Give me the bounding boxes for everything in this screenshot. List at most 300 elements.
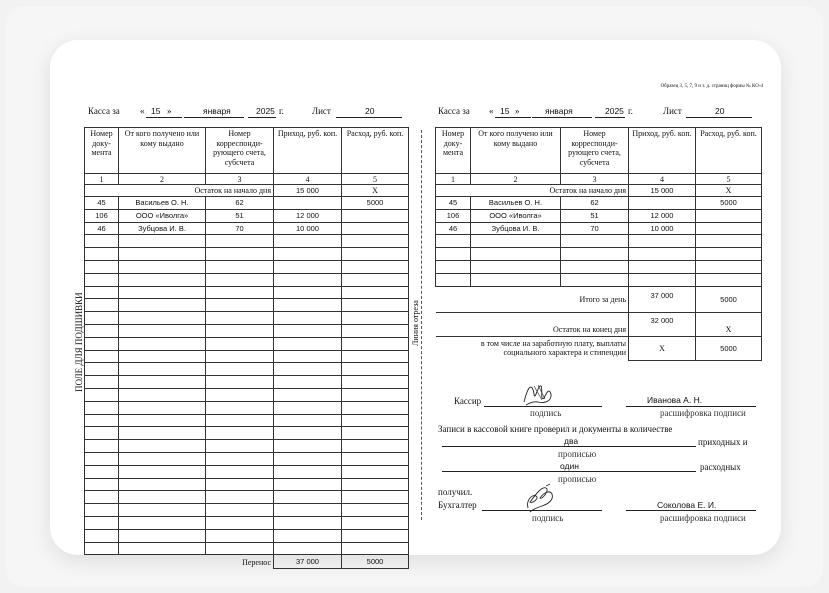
account-cell: [206, 401, 274, 414]
cut-line: [421, 130, 422, 520]
blank-row: [85, 452, 409, 465]
account-cell: [206, 312, 274, 325]
account-cell: [206, 465, 274, 478]
blank-row: [85, 350, 409, 363]
blank-row: [85, 260, 409, 273]
income-cell: [629, 248, 696, 261]
blank-row: [436, 235, 762, 248]
kassa-label: Касса за: [438, 106, 470, 116]
account-cell: [206, 299, 274, 312]
income-cell: [274, 299, 342, 312]
account-cell: [206, 248, 274, 261]
doc-number-cell: [85, 260, 119, 273]
opening-balance-label: Остаток на начало дня: [436, 185, 629, 197]
income-cell: [274, 260, 342, 273]
counterparty-cell: [119, 337, 206, 350]
year-suffix: г.: [628, 106, 633, 116]
blank-row: [85, 324, 409, 337]
sheet-value: 20: [715, 106, 725, 116]
expense-cell: [696, 235, 762, 248]
blank-row: [85, 273, 409, 286]
expense-cell: [342, 363, 409, 376]
income-cell: [629, 260, 696, 273]
doc-number-cell: [436, 235, 471, 248]
blank-row: [85, 312, 409, 325]
blank-row: [85, 414, 409, 427]
day-open-quote: «: [489, 106, 494, 116]
account-cell: 51: [206, 209, 274, 222]
income-cell: [274, 529, 342, 542]
blank-row: [85, 427, 409, 440]
col-number: 3: [206, 174, 274, 185]
expense-cell: [342, 350, 409, 363]
account-cell: [206, 427, 274, 440]
blank-row: [85, 235, 409, 248]
counterparty-cell: [119, 286, 206, 299]
opening-balance-expense: X: [342, 185, 409, 197]
account-cell: [561, 235, 629, 248]
counterparty-cell: Васильев О. Н.: [119, 197, 206, 210]
transfer-expense: 5000: [342, 555, 409, 569]
income-cell: [274, 516, 342, 529]
doc-number-cell: [85, 388, 119, 401]
account-cell: [206, 414, 274, 427]
day-total-expense: 5000: [696, 286, 762, 312]
accountant-signature-icon: [520, 482, 560, 514]
col-number: 4: [629, 174, 696, 185]
col-header-account: Номер корреспонди-рующего счета, субсчета: [206, 128, 274, 174]
expense-cell: [696, 260, 762, 273]
blank-row: [85, 337, 409, 350]
year-value: 2025: [256, 106, 275, 116]
counterparty-cell: [119, 427, 206, 440]
col-number: 2: [119, 174, 206, 185]
income-cell: 12 000: [629, 209, 696, 222]
blank-row: [85, 376, 409, 389]
expense-cell: 5000: [696, 197, 762, 210]
income-cell: [274, 324, 342, 337]
col-header-account: Номер корреспонди-рующего счета, субсчета: [561, 128, 629, 174]
income-cell: [274, 363, 342, 376]
expense-cell: [342, 273, 409, 286]
salary-row: [436, 336, 762, 360]
income-cell: [629, 235, 696, 248]
day-close-quote: »: [515, 106, 520, 116]
opening-balance-row: [85, 185, 409, 197]
counterparty-cell: [471, 235, 561, 248]
income-cell: [274, 197, 342, 210]
income-cell: [274, 337, 342, 350]
cashier-label: Кассир: [454, 396, 482, 406]
account-cell: 70: [561, 222, 629, 235]
counterparty-cell: [119, 299, 206, 312]
day-close-quote: »: [167, 106, 172, 116]
account-cell: [206, 324, 274, 337]
col-header-doc-number: Номер доку-мента: [85, 128, 119, 174]
cash-book-page: [50, 40, 781, 567]
signature-caption: подпись: [532, 513, 564, 523]
doc-number-cell: [436, 273, 471, 286]
expense-cell: [342, 337, 409, 350]
expense-cell: [342, 427, 409, 440]
opening-balance-label: Остаток на начало дня: [85, 185, 274, 197]
cashier-name: Иванова А. Н.: [647, 395, 703, 405]
doc-number-cell: [85, 312, 119, 325]
expense-cell: [342, 209, 409, 222]
income-cell: [274, 273, 342, 286]
counterparty-cell: [471, 248, 561, 261]
income-cell: [274, 440, 342, 453]
col-header-income: Приход, руб. коп.: [629, 128, 696, 174]
account-cell: [206, 363, 274, 376]
day-total-label: Итого за день: [436, 286, 629, 312]
counterparty-cell: [119, 388, 206, 401]
expense-cell: [342, 376, 409, 389]
counterparty-cell: [119, 440, 206, 453]
income-cell: [274, 235, 342, 248]
col-number: 3: [561, 174, 629, 185]
salary-expense: 5000: [696, 336, 762, 360]
counterparty-cell: [119, 260, 206, 273]
account-cell: [206, 440, 274, 453]
outgoing-count: один: [560, 461, 579, 471]
right-entry-rows: [436, 197, 762, 287]
accountant-label: Бухгалтер: [438, 500, 477, 510]
counterparty-cell: [119, 452, 206, 465]
expense-cell: [342, 248, 409, 261]
col-number: 1: [436, 174, 471, 185]
account-cell: 70: [206, 222, 274, 235]
cashier-signature-icon: [520, 380, 560, 408]
words-caption: прописью: [558, 449, 597, 459]
transfer-label: Перенос: [85, 555, 274, 569]
expense-cell: [342, 504, 409, 517]
expense-cell: [342, 401, 409, 414]
blank-row: [85, 478, 409, 491]
doc-number-cell: [85, 427, 119, 440]
counterparty-cell: [119, 273, 206, 286]
form-note: Образец 3, 5, 7, 9 и т. д. страниц формы № КО-4: [660, 84, 763, 89]
blank-row: [85, 504, 409, 517]
opening-balance-income: 15 000: [274, 185, 342, 197]
counterparty-cell: Зубцова И. В.: [471, 222, 561, 235]
expense-cell: [342, 286, 409, 299]
month-value: января: [203, 106, 231, 116]
outgoing-label: расходных: [700, 462, 741, 472]
binding-field-label: ПОЛЕ ДЛЯ ПОДШИВКИ: [74, 292, 84, 392]
account-cell: [206, 504, 274, 517]
account-cell: [206, 529, 274, 542]
signature-caption: подпись: [530, 408, 562, 418]
opening-balance-income: 15 000: [629, 185, 696, 197]
counterparty-cell: [119, 465, 206, 478]
day-total-row: [436, 286, 762, 312]
expense-cell: [342, 299, 409, 312]
doc-number-cell: [85, 337, 119, 350]
opening-balance-row: [436, 185, 762, 197]
expense-cell: [342, 491, 409, 504]
expense-cell: [342, 452, 409, 465]
day-total-income: 37 000: [629, 286, 696, 312]
doc-number-cell: 45: [85, 197, 119, 210]
account-cell: [206, 452, 274, 465]
kassa-label: Касса за: [88, 106, 120, 116]
counterparty-cell: [119, 529, 206, 542]
closing-balance-label: Остаток на конец дня: [436, 312, 629, 336]
counterparty-cell: [119, 414, 206, 427]
cut-line-label: Линия отреза: [411, 300, 420, 346]
table-row: [436, 197, 762, 210]
accountant-name: Соколова Е. И.: [657, 500, 717, 510]
month-value: января: [545, 106, 573, 116]
account-cell: [206, 350, 274, 363]
year-value: 2025: [605, 106, 624, 116]
opening-balance-expense: X: [696, 185, 762, 197]
counterparty-cell: ООО «Иволга»: [119, 209, 206, 222]
income-cell: [274, 350, 342, 363]
expense-cell: [342, 440, 409, 453]
expense-cell: [696, 209, 762, 222]
sheet-value: 20: [365, 106, 375, 116]
col-number: 1: [85, 174, 119, 185]
doc-number-cell: [85, 401, 119, 414]
income-cell: [274, 504, 342, 517]
doc-number-cell: 46: [436, 222, 471, 235]
blank-row: [85, 388, 409, 401]
doc-number-cell: [85, 235, 119, 248]
doc-number-cell: [85, 504, 119, 517]
left-entry-rows: [85, 197, 409, 555]
words-caption: прописью: [558, 474, 597, 484]
counterparty-cell: [119, 504, 206, 517]
doc-number-cell: [85, 529, 119, 542]
doc-number-cell: [85, 440, 119, 453]
income-cell: [274, 401, 342, 414]
counterparty-cell: [119, 324, 206, 337]
check-text: Записи в кассовой книге проверил и документы в количестве: [438, 424, 673, 434]
income-cell: [274, 478, 342, 491]
doc-number-cell: 45: [436, 197, 471, 210]
blank-row: [85, 465, 409, 478]
column-number-row: [436, 174, 762, 185]
blank-row: [436, 260, 762, 273]
counterparty-cell: ООО «Иволга»: [471, 209, 561, 222]
income-cell: [274, 312, 342, 325]
counterparty-cell: [119, 235, 206, 248]
account-cell: [206, 516, 274, 529]
blank-row: [436, 273, 762, 286]
income-cell: [274, 465, 342, 478]
expense-cell: [696, 273, 762, 286]
closing-balance-row: [436, 312, 762, 336]
income-cell: 12 000: [274, 209, 342, 222]
doc-number-cell: [85, 299, 119, 312]
counterparty-cell: [119, 401, 206, 414]
account-cell: 62: [561, 197, 629, 210]
doc-number-cell: [85, 478, 119, 491]
account-cell: [206, 376, 274, 389]
expense-cell: [342, 478, 409, 491]
blank-row: [85, 529, 409, 542]
table-row: [85, 197, 409, 210]
account-cell: [561, 248, 629, 261]
expense-cell: [342, 388, 409, 401]
account-cell: [561, 260, 629, 273]
day-open-quote: «: [140, 106, 145, 116]
day-value: 15: [151, 106, 161, 116]
income-cell: [629, 197, 696, 210]
col-number: 5: [696, 174, 762, 185]
salary-label: в том числе на заработную плату, выплаты социального характера и стипендии: [436, 336, 629, 360]
income-cell: [274, 414, 342, 427]
counterparty-cell: [119, 363, 206, 376]
account-cell: [206, 491, 274, 504]
expense-cell: [342, 465, 409, 478]
expense-cell: [342, 542, 409, 555]
income-cell: [274, 427, 342, 440]
account-cell: 51: [561, 209, 629, 222]
table-row: [436, 209, 762, 222]
table-row: [85, 209, 409, 222]
expense-cell: [342, 222, 409, 235]
right-cash-table: [435, 127, 762, 361]
blank-row: [85, 248, 409, 261]
income-cell: [274, 452, 342, 465]
income-cell: 10 000: [629, 222, 696, 235]
expense-cell: [342, 260, 409, 273]
received-label: получил.: [438, 487, 473, 497]
incoming-label: приходных и: [698, 437, 748, 447]
doc-number-cell: 106: [436, 209, 471, 222]
counterparty-cell: [119, 542, 206, 555]
doc-number-cell: [85, 452, 119, 465]
income-cell: [274, 388, 342, 401]
doc-number-cell: 106: [85, 209, 119, 222]
income-cell: [274, 491, 342, 504]
income-cell: [274, 542, 342, 555]
expense-cell: [342, 516, 409, 529]
doc-number-cell: [85, 542, 119, 555]
transfer-income: 37 000: [274, 555, 342, 569]
account-cell: [206, 478, 274, 491]
doc-number-cell: [85, 350, 119, 363]
counterparty-cell: [119, 376, 206, 389]
blank-row: [85, 440, 409, 453]
counterparty-cell: Зубцова И. В.: [119, 222, 206, 235]
table-row: [85, 222, 409, 235]
col-header-expense: Расход, руб. коп.: [696, 128, 762, 174]
doc-number-cell: [85, 465, 119, 478]
incoming-count: два: [564, 436, 579, 446]
expense-cell: 5000: [342, 197, 409, 210]
expense-cell: [342, 235, 409, 248]
blank-row: [85, 542, 409, 555]
transfer-row: [85, 555, 409, 569]
expense-cell: [342, 324, 409, 337]
expense-cell: [342, 312, 409, 325]
salary-income: X: [629, 336, 696, 360]
counterparty-cell: Васильев О. Н.: [471, 197, 561, 210]
table-row: [436, 222, 762, 235]
column-number-row: [85, 174, 409, 185]
blank-row: [85, 491, 409, 504]
doc-number-cell: [85, 376, 119, 389]
decoding-caption: расшифровка подписи: [660, 513, 746, 523]
col-header-counterparty: От кого получено или кому выдано: [119, 128, 206, 174]
blank-row: [85, 299, 409, 312]
sheet-label: Лист: [312, 106, 331, 116]
counterparty-cell: [119, 312, 206, 325]
expense-cell: [696, 222, 762, 235]
counterparty-cell: [119, 350, 206, 363]
income-cell: [274, 286, 342, 299]
doc-number-cell: [85, 516, 119, 529]
header-row: [85, 128, 409, 174]
counterparty-cell: [119, 491, 206, 504]
header-row: [436, 128, 762, 174]
blank-row: [436, 248, 762, 261]
blank-row: [85, 401, 409, 414]
doc-number-cell: [85, 414, 119, 427]
day-value: 15: [500, 106, 510, 116]
closing-balance-income: 32 000: [629, 312, 696, 336]
doc-number-cell: [85, 273, 119, 286]
col-header-counterparty: От кого получено или кому выдано: [471, 128, 561, 174]
doc-number-cell: [85, 248, 119, 261]
doc-number-cell: [85, 491, 119, 504]
doc-number-cell: [85, 324, 119, 337]
closing-balance-expense: X: [696, 312, 762, 336]
year-suffix: г.: [279, 106, 284, 116]
decoding-caption: расшифровка подписи: [660, 408, 746, 418]
account-cell: [206, 286, 274, 299]
account-cell: [206, 273, 274, 286]
expense-cell: [342, 414, 409, 427]
expense-cell: [342, 529, 409, 542]
income-cell: [274, 376, 342, 389]
counterparty-cell: [119, 516, 206, 529]
counterparty-cell: [471, 260, 561, 273]
income-cell: [274, 248, 342, 261]
doc-number-cell: [436, 248, 471, 261]
account-cell: [206, 542, 274, 555]
income-cell: 10 000: [274, 222, 342, 235]
income-cell: [629, 273, 696, 286]
col-number: 4: [274, 174, 342, 185]
blank-row: [85, 286, 409, 299]
account-cell: [561, 273, 629, 286]
blank-row: [85, 516, 409, 529]
account-cell: 62: [206, 197, 274, 210]
account-cell: [206, 388, 274, 401]
col-header-doc-number: Номер доку-мента: [436, 128, 471, 174]
account-cell: [206, 235, 274, 248]
doc-number-cell: [436, 260, 471, 273]
doc-number-cell: [85, 363, 119, 376]
doc-number-cell: 46: [85, 222, 119, 235]
counterparty-cell: [119, 248, 206, 261]
col-number: 2: [471, 174, 561, 185]
blank-row: [85, 363, 409, 376]
account-cell: [206, 337, 274, 350]
counterparty-cell: [119, 478, 206, 491]
counterparty-cell: [471, 273, 561, 286]
col-header-income: Приход, руб. коп.: [274, 128, 342, 174]
col-header-expense: Расход, руб. коп.: [342, 128, 409, 174]
expense-cell: [696, 248, 762, 261]
account-cell: [206, 260, 274, 273]
sheet-label: Лист: [663, 106, 682, 116]
